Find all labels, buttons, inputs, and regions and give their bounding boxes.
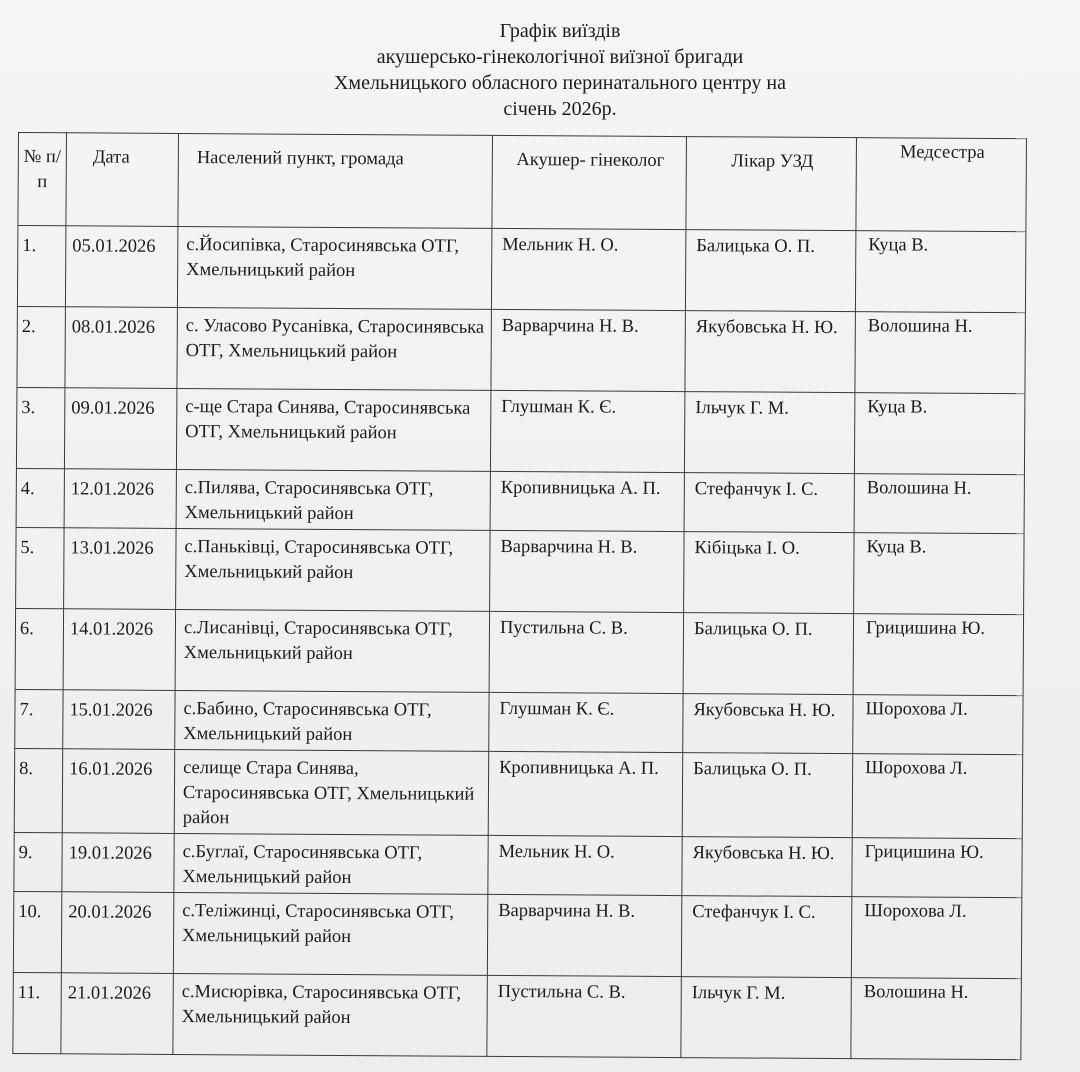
cell-place: с.Пилява, Старосинявська ОТГ, Хмельницький район <box>176 469 490 530</box>
cell-nurse: Шорохова Л. <box>852 754 1023 839</box>
cell-place: с.Буглаї, Старосинявська ОТГ, Хмельницький район <box>174 833 488 894</box>
schedule-table <box>12 132 1027 1060</box>
cell-obgyn: Кропивницька А. П. <box>490 471 684 531</box>
cell-place: с.Бабино, Старосинявська ОТГ, Хмельницький район <box>175 690 489 751</box>
table-row <box>16 527 1024 614</box>
cell-place: с.Паньківці, Старосинявська ОТГ, Хмельницький район <box>176 528 490 611</box>
cell-num: 11. <box>13 972 61 1053</box>
cell-nurse: Грицишина Ю. <box>852 838 1022 898</box>
cell-nurse: Куца В. <box>854 533 1024 615</box>
cell-place: с.Мисюрівка, Старосинявська ОТГ, Хмельницький район <box>173 973 487 1056</box>
cell-uzd: Стефанчук І. С. <box>681 896 851 978</box>
table-row <box>17 226 1025 313</box>
cell-nurse: Волошина Н. <box>851 978 1021 1060</box>
cell-uzd: Ільчук Г. М. <box>684 392 854 474</box>
header-nurse: Медсестра <box>856 138 1027 232</box>
cell-date: 15.01.2026 <box>63 690 175 750</box>
cell-num: 3. <box>16 387 64 468</box>
cell-num: 1. <box>17 226 65 307</box>
title-line-2: акушерсько-гінекологічної виїзної бригади <box>376 46 744 68</box>
cell-obgyn: Мельник Н. О. <box>488 835 682 895</box>
cell-num: 6. <box>15 608 63 689</box>
cell-obgyn: Варварчина Н. В. <box>491 309 685 391</box>
cell-num: 8. <box>14 748 63 832</box>
cell-obgyn: Пустильна С. В. <box>487 975 681 1057</box>
table-row <box>16 468 1024 533</box>
cell-obgyn: Кропивницька А. П. <box>488 751 683 836</box>
cell-place: с.Теліжинці, Старосинявська ОТГ, Хмельницький район <box>173 892 487 975</box>
cell-obgyn: Варварчина Н. В. <box>490 530 684 612</box>
cell-date: 16.01.2026 <box>62 749 175 834</box>
cell-nurse: Куца В. <box>855 231 1025 313</box>
cell-date: 09.01.2026 <box>64 388 176 470</box>
header-date: Дата <box>66 133 179 227</box>
cell-uzd: Балицька О. П. <box>682 753 853 838</box>
cell-nurse: Волошина Н. <box>854 474 1024 534</box>
cell-num: 5. <box>16 527 64 608</box>
cell-uzd: Якубовська Н. Ю. <box>683 694 853 754</box>
cell-uzd: Стефанчук І. С. <box>684 473 854 533</box>
cell-num: 4. <box>16 468 64 527</box>
cell-nurse: Куца В. <box>854 393 1024 475</box>
table-row <box>13 972 1021 1059</box>
cell-num: 10. <box>13 891 61 972</box>
table-row <box>14 832 1022 897</box>
cell-uzd: Кібіцька І. О. <box>684 532 854 614</box>
cell-uzd: Балицька О. П. <box>683 613 853 695</box>
cell-place: с. Уласово Русанівка, Старосинявська ОТГ, Хмельницький район <box>177 307 491 390</box>
cell-date: 14.01.2026 <box>63 609 175 691</box>
cell-nurse: Шорохова Л. <box>853 695 1023 755</box>
table-row <box>13 891 1021 978</box>
cell-nurse: Грицишина Ю. <box>853 614 1023 696</box>
cell-date: 05.01.2026 <box>65 226 177 308</box>
cell-uzd: Якубовська Н. Ю. <box>682 837 852 897</box>
header-place: Населений пункт, громада <box>178 133 493 228</box>
cell-date: 08.01.2026 <box>65 307 177 389</box>
table-row <box>17 306 1025 393</box>
title-line-4: січень 2026р. <box>503 98 617 120</box>
cell-nurse: Шорохова Л. <box>851 897 1021 979</box>
title-line-1: Графік виїздів <box>499 20 621 42</box>
title-line-3: Хмельницького обласного перинатального центру на <box>333 72 786 94</box>
cell-place: с.Йосипівка, Старосинявська ОТГ, Хмельницький район <box>177 226 491 309</box>
table-row <box>15 689 1023 754</box>
cell-num: 7. <box>15 689 63 748</box>
cell-date: 20.01.2026 <box>61 892 173 974</box>
cell-num: 2. <box>17 306 65 387</box>
cell-place: с-ще Стара Синява, Старосинявська ОТГ, Хмельницький район <box>176 388 490 471</box>
header-uzd: Лікар УЗД <box>686 137 857 231</box>
cell-date: 13.01.2026 <box>64 528 176 610</box>
table-row <box>16 387 1024 474</box>
cell-uzd: Якубовська Н. Ю. <box>685 311 855 393</box>
table-row <box>15 608 1023 695</box>
cell-obgyn: Глушман К. Є. <box>489 692 683 752</box>
cell-num: 9. <box>14 832 62 891</box>
table-header-row <box>18 133 1027 232</box>
header-obgyn: Акушер- гінеколог <box>492 135 687 229</box>
cell-place: селище Стара Синява, Старосинявська ОТГ, Хмельницький район <box>174 749 489 835</box>
cell-obgyn: Мельник Н. О. <box>491 228 685 310</box>
cell-uzd: Ільчук Г. М. <box>681 977 851 1059</box>
header-num: № п/ п <box>18 133 67 226</box>
cell-obgyn: Пустильна С. В. <box>489 611 683 693</box>
cell-uzd: Балицька О. П. <box>685 230 855 312</box>
cell-date: 12.01.2026 <box>64 469 176 529</box>
cell-date: 21.01.2026 <box>61 973 173 1055</box>
table-row <box>14 748 1022 838</box>
cell-obgyn: Варварчина Н. В. <box>487 894 681 976</box>
cell-obgyn: Глушман К. Є. <box>490 390 684 472</box>
cell-place: с.Лисанівці, Старосинявська ОТГ, Хмельницький район <box>175 609 489 692</box>
cell-nurse: Волошина Н. <box>855 312 1025 394</box>
cell-date: 19.01.2026 <box>62 833 174 893</box>
document-title <box>200 18 920 122</box>
